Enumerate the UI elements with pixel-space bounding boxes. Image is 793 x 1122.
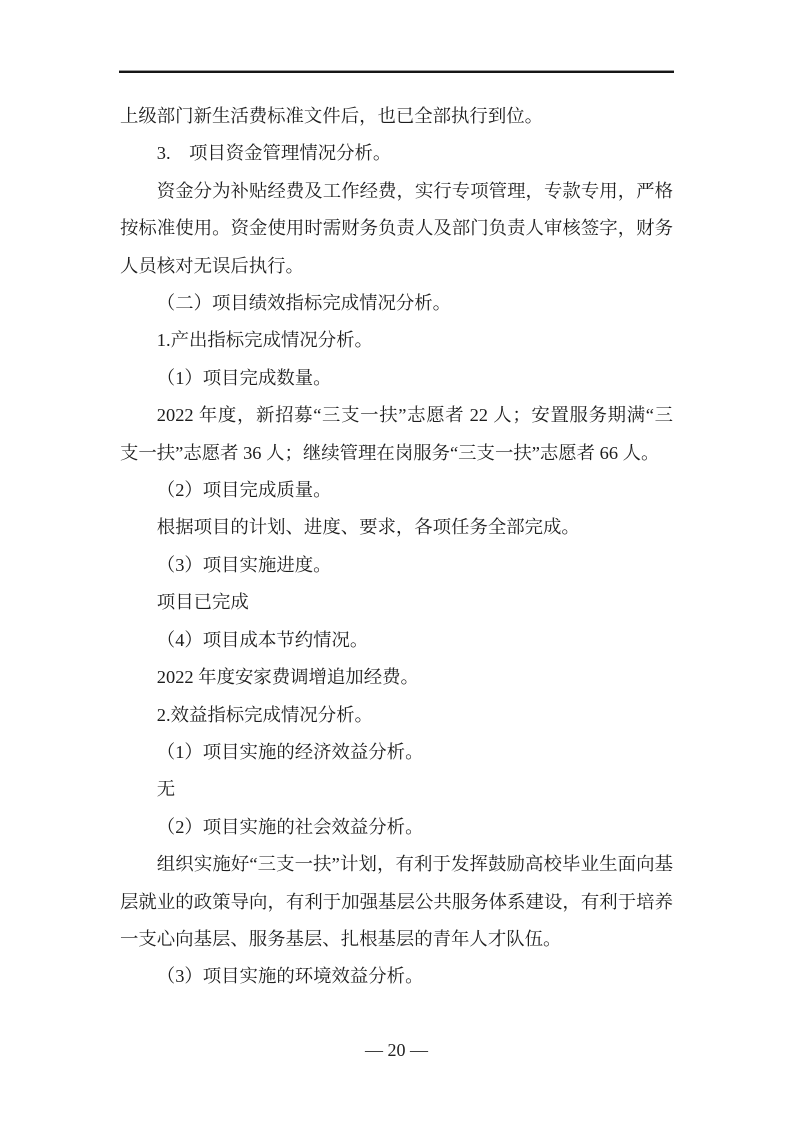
paragraph: 资金分为补贴经费及工作经费，实行专项管理，专款专用，严格按标准使用。资金使用时需财务负责人及部门负责人审核签字，财务人员核对无误后执行。	[120, 180, 673, 276]
paragraph-subheading-environment: （3）项目实施的环境效益分析。	[156, 966, 424, 987]
paragraph: 无	[156, 779, 176, 800]
paragraph-subheading-economic: （1）项目实施的经济效益分析。	[156, 741, 424, 762]
paragraph: 组织实施好“三支一扶”计划，有利于发挥鼓励高校毕业生面向基层就业的政策导向，有利于加强基层公共服务体系建设，有利于培养一支心向基层、服务基层、扎根基层的青年人才队伍。	[120, 854, 673, 949]
paragraph: 2022 年度安家费调增追加经费。	[156, 667, 419, 688]
header-rule	[119, 70, 674, 73]
paragraph: 项目已完成	[156, 592, 249, 613]
page-footer	[0, 1032, 793, 1068]
paragraph-subheading-4: （4）项目成本节约情况。	[156, 629, 369, 650]
paragraph-heading-3: 3. 项目资金管理情况分析。	[156, 143, 392, 164]
paragraph-heading-1: 1.产出指标完成情况分析。	[156, 330, 373, 351]
paragraph-heading-2: 2.效益指标完成情况分析。	[156, 704, 373, 725]
paragraph-subheading-3: （3）项目实施进度。	[156, 554, 332, 575]
paragraph: 根据项目的计划、进度、要求，各项任务全部完成。	[156, 517, 580, 538]
paragraph: 上级部门新生活费标准文件后，也已全部执行到位。	[120, 106, 543, 126]
paragraph-heading-section-2: （二）项目绩效指标完成情况分析。	[156, 293, 452, 314]
paragraph-subheading-social: （2）项目实施的社会效益分析。	[156, 816, 424, 837]
paragraph-subheading-1: （1）项目完成数量。	[156, 367, 332, 388]
page-number: — 20 —	[365, 1040, 428, 1060]
paragraph: 2022 年度，新招募“三支一扶”志愿者 22 人；安置服务期满“三支一扶”志愿者 36 人；继续管理在岗服务“三支一扶”志愿者 66 人。	[120, 405, 673, 463]
document-body	[120, 98, 673, 996]
paragraph-subheading-2: （2）项目完成质量。	[156, 480, 332, 501]
